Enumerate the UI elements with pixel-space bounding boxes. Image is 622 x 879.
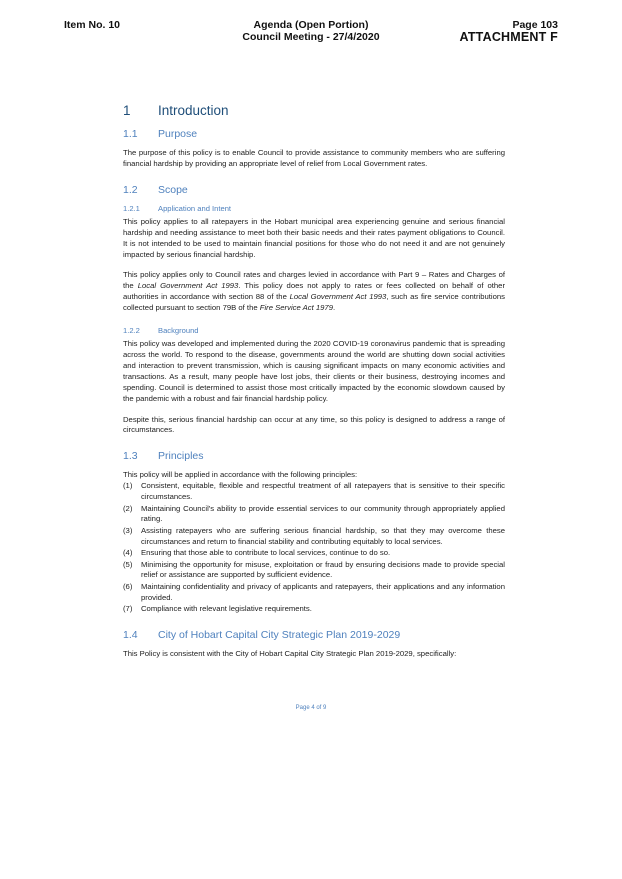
list-number: (2) — [123, 503, 133, 513]
subheading-number: 1.2.1 — [123, 203, 140, 213]
subheading-number: 1.2.2 — [123, 326, 140, 336]
act-reference: Fire Service Act 1979 — [259, 303, 333, 313]
list-text: Minimising the opportunity for misuse, exploitation or fraud by ensuring decisions made to provide special relief or assistance are supported by sufficient evidence. — [141, 559, 505, 580]
heading-title: Scope — [158, 183, 188, 196]
heading-scope — [123, 184, 505, 197]
heading-number: 1.4 — [123, 629, 138, 642]
heading-purpose — [123, 128, 505, 141]
text-run: . — [332, 303, 336, 313]
list-number: (1) — [123, 481, 133, 491]
agenda-title: Agenda (Open Portion) — [253, 19, 369, 31]
page-header — [460, 19, 558, 43]
section-title: Introduction — [158, 103, 229, 118]
heading-title: Purpose — [158, 128, 198, 140]
heading-number: 1.3 — [123, 450, 138, 463]
subheading-title: Application and Intent — [158, 203, 232, 213]
list-text: Ensuring that those able to contribute to local services, continue to do so. — [141, 548, 391, 558]
heading-number: 1.1 — [123, 128, 138, 140]
list-number: (5) — [123, 559, 133, 569]
subheading-title: Background — [158, 326, 199, 336]
list-text: Compliance with relevant legislative requirements. — [141, 604, 312, 614]
list-item — [123, 582, 505, 604]
principles-list — [123, 481, 505, 615]
list-number: (4) — [123, 548, 133, 558]
list-text: Consistent, equitable, flexible and respectful treatment of all ratepayers that is sensitive to their specific circumstances. — [141, 481, 505, 502]
section-heading-introduction — [123, 103, 505, 119]
heading-principles — [123, 450, 505, 463]
subheading-background — [123, 326, 505, 336]
text-run: . This policy does not apply to rates or fees collected on behalf of other authorities in accordance with section 88 of the — [123, 281, 506, 302]
list-number: (6) — [123, 581, 133, 591]
application-paragraph-1: This policy applies to all ratepayers in the Hobart municipal area experiencing genuine and serious financial hardship and needing assistance to meet both their basic needs and their rates payment obligations to Council. It is not intended to be used to maintain financial positions for those who do not need it and are not genuinely impacted by serious financial hardship. — [123, 216, 505, 259]
heading-number: 1.2 — [123, 183, 138, 196]
background-paragraph-2: Despite this, serious financial hardship can occur at any time, so this policy is designed to address a range of circumstances. — [123, 414, 505, 435]
text-run: , such as fire service contributions collected pursuant to section 79B of the — [123, 292, 505, 313]
act-reference: Local Government Act 1993 — [289, 292, 387, 302]
principles-intro: This policy will be applied in accordance with the following principles: — [123, 470, 358, 480]
purpose-paragraph: The purpose of this policy is to enable Council to provide assistance to community members who are suffering financial hardship by providing an appropriate level of relief from Local Government rates. — [123, 148, 505, 168]
heading-title: Principles — [158, 450, 204, 463]
page-number: Page 103 — [512, 19, 558, 31]
list-text: Assisting ratepayers who are suffering serious financial hardship, so that they may overcome these circumstances and return to financial stability and contributing equitably to local services. — [141, 525, 505, 546]
section-number: 1 — [123, 103, 131, 118]
list-item — [123, 504, 505, 526]
list-item — [123, 560, 505, 582]
text-run: This policy applies only to Council rates and charges levied in accordance with Part 9 – Rates and Charges of the — [123, 270, 505, 291]
heading-title: City of Hobart Capital City Strategic Plan 2019-2029 — [158, 629, 401, 642]
document-body — [123, 103, 505, 670]
page-footer: Page 4 of 9 — [295, 705, 327, 711]
list-text: Maintaining Council's ability to provide essential services to our community through appropriately applied rating. — [141, 503, 505, 524]
subheading-application — [123, 204, 505, 214]
act-reference: Local Government Act 1993 — [137, 281, 239, 291]
list-item — [123, 604, 505, 615]
list-item — [123, 526, 505, 548]
list-item — [123, 548, 505, 559]
list-number: (3) — [123, 525, 133, 535]
application-paragraph-2 — [123, 270, 505, 314]
background-paragraph-1: This policy was developed and implemented during the 2020 COVID-19 coronavirus pandemic that is spreading across the world. To respond to the disease, governments around the world are shutting down social activities and interaction to prevent transmission, which is causing significant impacts on many economic activities and transactions. As a result, many people have lost jobs, their clients or their business, destroying incomes and spending. Council is determined to assist those most critically impacted by the economic slowdown caused by the pandemic with a robust and fair financial hardship policy. — [123, 339, 505, 403]
meeting-date: Council Meeting - 27/4/2020 — [242, 31, 380, 43]
strategic-paragraph: This Policy is consistent with the City of Hobart Capital City Strategic Plan 2019-2029, specifically: — [123, 649, 457, 659]
heading-strategic-plan — [123, 629, 505, 642]
list-number: (7) — [123, 604, 133, 614]
item-number: Item No. 10 — [64, 19, 121, 31]
list-text: Maintaining confidentiality and privacy of applicants and ratepayers, their applications and any information provided. — [141, 581, 505, 602]
attachment-label: ATTACHMENT F — [459, 30, 558, 44]
list-item — [123, 481, 505, 503]
